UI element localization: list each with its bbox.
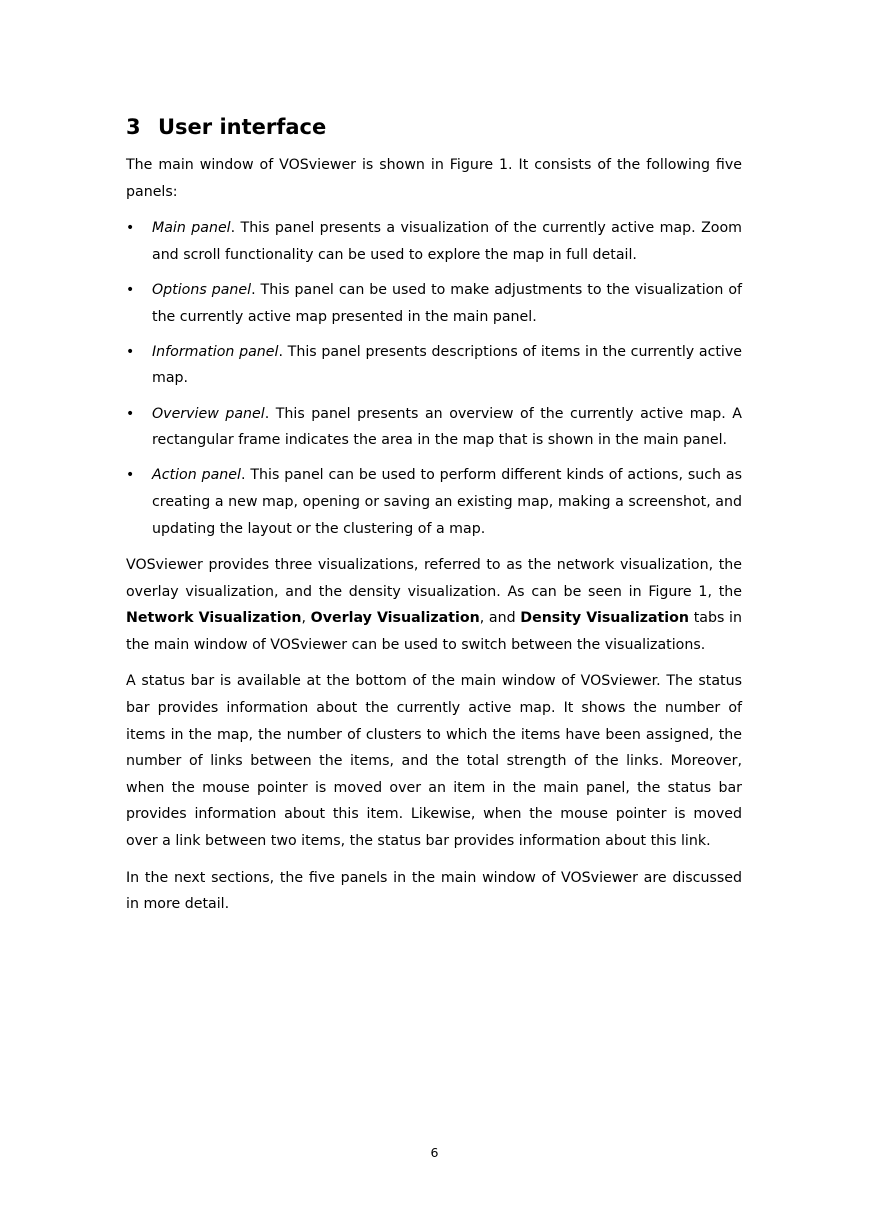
list-item-main-panel <box>126 215 742 268</box>
status-bar-paragraph: A status bar is available at the bottom of the main window of VOSviewer. The status bar provides information about the currently active map. It shows the number of items in the map, the number of clusters to which the items have been assigned, the number of links between the items, and the total strength of the links. Moreover, when the mouse pointer is moved over an item in the main panel, the status bar provides information about this item. Likewise, when the mouse pointer is moved over a link between two items, the status bar provides information about this link. <box>126 673 742 850</box>
list-item-information-panel <box>126 339 742 392</box>
description-information-panel: . This panel presents descriptions of items in the currently active map. <box>152 343 742 387</box>
bullet-icon: • <box>126 343 135 360</box>
bullet-icon: • <box>126 467 135 484</box>
separator: , <box>301 610 311 627</box>
description-action-panel: . This panel can be used to perform different kinds of actions, such as creating a new map, opening or saving an existing map, making a screenshot, and updating the layout or the clustering of a map. <box>152 467 743 537</box>
term-information-panel: Information panel <box>152 343 279 360</box>
closing-paragraph: In the next sections, the five panels in the main window of VOSviewer are discussed in more detail. <box>126 869 742 913</box>
bullet-icon: • <box>126 405 135 422</box>
description-main-panel: . This panel presents a visualization of the currently active map. Zoom and scroll functionality can be used to explore the map in full detail. <box>152 220 742 263</box>
list-item-action-panel <box>126 462 742 542</box>
term-overview-panel: Overview panel <box>152 405 265 422</box>
list-item-overview-panel <box>126 401 742 454</box>
document-page <box>126 112 742 928</box>
description-options-panel: . This panel can be used to make adjustments to the visualization of the currently active map presented in the main panel. <box>152 281 742 325</box>
term-main-panel: Main panel <box>152 220 231 237</box>
list-item-options-panel <box>126 277 742 330</box>
section-title: User interface <box>158 115 327 139</box>
bullet-icon: • <box>126 281 135 298</box>
visualizations-text-end: tabs in the main window of VOSviewer can be used to switch between the visualizations. <box>126 610 742 653</box>
visualizations-paragraph <box>126 552 742 658</box>
intro-paragraph: The main window of VOSviewer is shown in Figure 1. It consists of the following five panels: <box>126 157 742 200</box>
term-action-panel: Action panel <box>152 467 241 484</box>
separator: , and <box>479 610 521 627</box>
visualizations-text-start: VOSviewer provides three visualizations, referred to as the network visualization, the overlay visualization, and the density visualization. As can be seen in Figure 1, the <box>126 557 742 600</box>
bullet-icon: • <box>126 220 135 237</box>
section-number: 3 <box>126 115 141 139</box>
page-number: 6 <box>430 1145 439 1160</box>
description-overview-panel: . This panel presents an overview of the currently active map. A rectangular frame indicates the area in the map that is shown in the main panel. <box>152 405 742 449</box>
tab-name-overlay: Overlay Visualization <box>310 610 480 627</box>
tab-name-network: Network Visualization <box>126 610 302 627</box>
term-options-panel: Options panel <box>152 281 252 298</box>
panel-list <box>126 215 742 542</box>
tab-name-density: Density Visualization <box>520 610 690 627</box>
section-heading <box>126 112 742 142</box>
